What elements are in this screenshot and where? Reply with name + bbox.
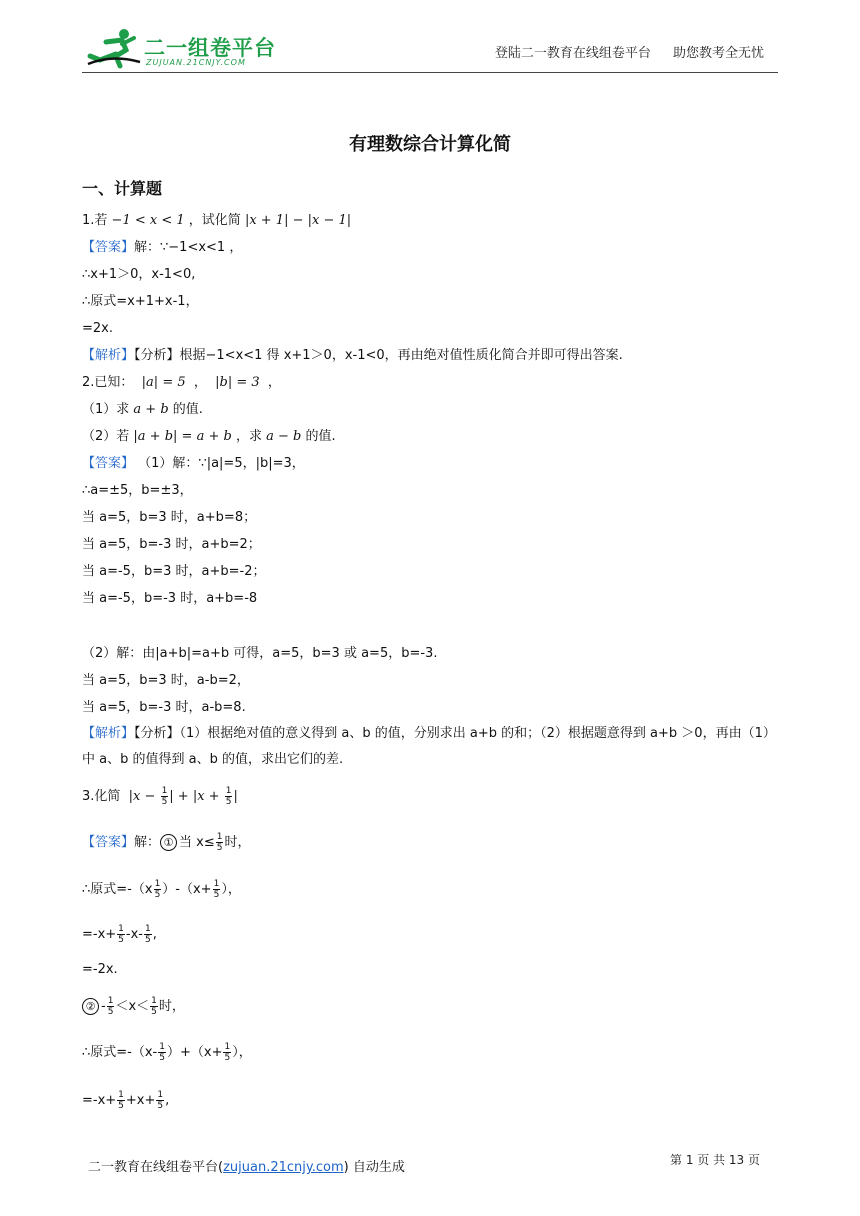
fraction: $\frac{1}{5}$ [157,1090,164,1111]
header-login-text[interactable]: 登陆二一教育在线组卷平台 [494,46,651,61]
logo-text: 二一组卷平台 [144,36,276,60]
q3-line-3: =-x+ $\frac{1}{5}$ -x- $\frac{1}{5}$ , [82,924,157,945]
fraction: $\frac{1}{5}$ [144,924,151,945]
q1-answer-3: ∴原式=x+1+x-1， [82,294,199,309]
circled-number: ② [82,998,99,1015]
q2-answer-8: 当 a=5，b=3 时，a-b=2， [82,673,250,688]
answer-tag: 【答案】 [82,456,135,471]
q3-stem: 3.化简 |x − $\frac{1}{5}$ | + |x + $\frac{1}{5}$ | [82,786,238,807]
q1-stem: 1.若 −1 < x < 1 ，试化简 |x + 1| − |x − 1| [82,213,352,228]
q2-answer-9: 当 a=5，b=-3 时，a-b=8. [82,700,246,715]
q2-answer-3: 当 a=5，b=3 时，a+b=8； [82,510,257,525]
page-header [82,22,778,73]
footer-link[interactable]: zujuan.21cnjy.com [223,1160,344,1175]
q2-answer-4: 当 a=5，b=-3 时，a+b=2； [82,537,261,552]
circled-number: ① [160,834,177,851]
q2-part1: （1）求 a + b 的值. [82,402,203,417]
q1-analysis: 【解析】【分析】根据−1<x<1 得 x+1＞0，x-1<0，再由绝对值性质化简合并即可得出答案. [82,348,623,363]
analysis-tag: 【解析】 [82,726,135,741]
q2-answer-2: ∴a=±5，b=±3， [82,483,193,498]
fraction: $\frac{1}{5}$ [216,832,223,853]
q1-answer-2: ∴x+1＞0，x-1<0, [82,267,196,282]
q2-answer-1: 【答案】 （1）解：∵|a|=5，|b|=3， [82,456,305,471]
q1-answer-1: 【答案】解：∵−1<x<1 ， [82,240,243,255]
document-title: 有理数综合计算化简 [349,134,511,155]
q3-case1: 【答案】解： ① 当 x≤ $\frac{1}{5}$ 时， [82,832,251,853]
fraction: $\frac{1}{5}$ [161,786,168,807]
site-logo[interactable] [86,26,276,70]
fraction: $\frac{1}{5}$ [224,1042,231,1063]
q3-line-7: =-x+ $\frac{1}{5}$ +x+ $\frac{1}{5}$ , [82,1090,170,1111]
fraction: $\frac{1}{5}$ [151,996,157,1017]
q2-answer-7: （2）解：由|a+b|=a+b 可得，a=5，b=3 或 a=5，b=-3. [82,646,438,661]
fraction: $\frac{1}{5}$ [154,879,161,900]
header-tagline: 助您教考全无忧 [672,46,764,61]
answer-tag: 【答案】 [82,835,135,850]
q2-analysis: 【解析】【分析】（1）根据绝对值的意义得到 a、b 的值，分别求出 a+b 的和；（2）根据题意得到 a+b ＞0，再由（1）中 a、b 的值得到 a、b 的值，求出它们的差. [82,726,770,767]
fraction: $\frac{1}{5}$ [225,786,232,807]
fraction: $\frac{1}{5}$ [213,879,220,900]
analysis-tag: 【解析】 [82,348,135,363]
q3-line-6: ∴原式=-（x- $\frac{1}{5}$ ）+（x+ $\frac{1}{5}$ ）， [82,1042,252,1063]
footer-source: 二一教育在线组卷平台(zujuan.21cnjy.com) 自动生成 [88,1160,405,1175]
q3-line-4: =-2x. [82,962,118,977]
q2-part2: （2）若 |a + b| = a + b ，求 a − b 的值. [82,429,336,444]
q3-line-2: ∴原式=-（x $\frac{1}{5}$ ）-（x+ $\frac{1}{5}$ ）， [82,879,241,900]
q3-case2: ② - $\frac{1}{5}$ ＜x＜ $\frac{1}{5}$ 时， [82,996,185,1017]
logo-subtitle: ZUJUAN.21CNJY.COM [146,58,246,67]
fraction: $\frac{1}{5}$ [118,1090,124,1111]
fraction: $\frac{1}{5}$ [107,996,114,1017]
q2-stem: 2.已知： |a| = 5 ， |b| = 3 ， [82,375,281,390]
answer-tag: 【答案】 [82,240,135,255]
q2-answer-5: 当 a=-5，b=3 时，a+b=-2； [82,564,266,579]
fraction: $\frac{1}{5}$ [118,924,124,945]
section-heading: 一、计算题 [82,179,163,198]
q1-answer-4: =2x. [82,321,113,336]
runner-logo-icon [86,26,142,70]
page-number: 第 1 页 共 13 页 [670,1153,760,1167]
fraction: $\frac{1}{5}$ [159,1042,165,1063]
q2-answer-6: 当 a=-5，b=-3 时，a+b=-8 [82,591,258,606]
header-slogan [477,42,764,61]
